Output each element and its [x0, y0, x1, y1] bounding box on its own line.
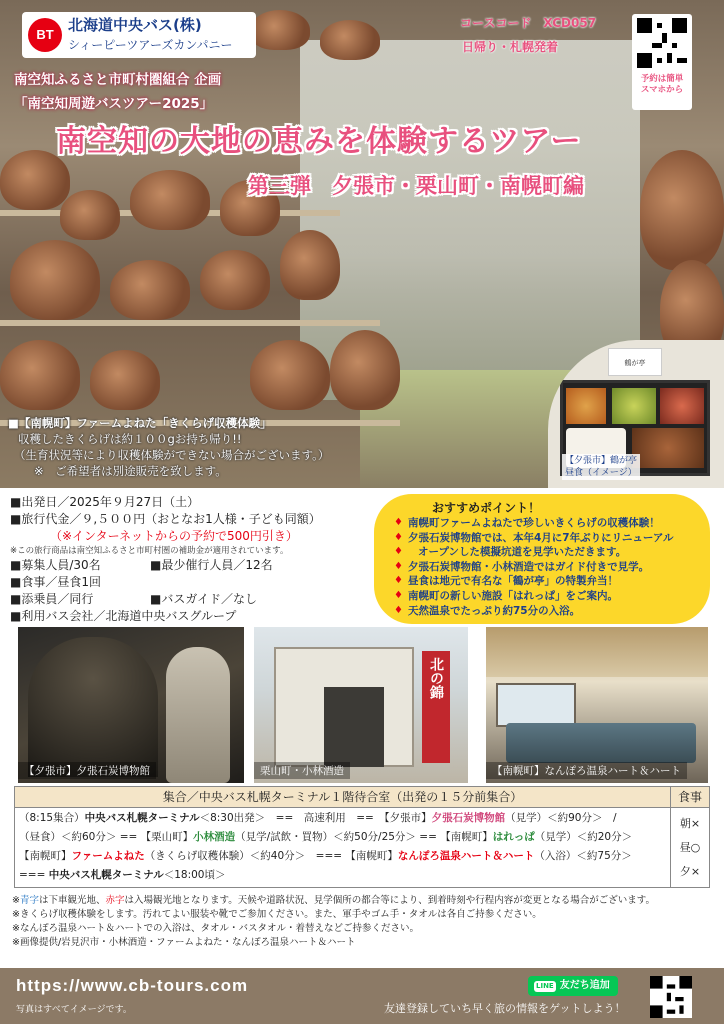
- qr-code-icon: [637, 18, 687, 68]
- bento-food: [632, 428, 704, 468]
- photo-disclaimer: 写真はすべてイメージです。: [16, 1005, 132, 1015]
- meal-lunch: 昼○: [679, 841, 701, 854]
- brewery-door: [324, 687, 384, 767]
- schedule-line: [19, 847, 666, 866]
- tour-price: ■旅行代金／９,５００円（おとなお1人様・子ども同額）: [10, 512, 321, 526]
- onsen-ceiling: [486, 627, 708, 677]
- point-item: ♦ 天然温泉でたっぷり約75分の入浴。: [394, 604, 698, 619]
- schedule-table: [14, 786, 710, 888]
- point-item: ♦ 南幌町の新しい施設「はれっぱ」をご案内。: [394, 589, 698, 604]
- departure-date: ■出発日／2025年９月27日（土）: [10, 495, 200, 509]
- photo-onsen: [486, 627, 708, 783]
- hero-caption: [8, 415, 329, 479]
- mushroom: [320, 20, 380, 60]
- sched-text: （見学/試飲・買物）＜約50分/25分＞ == 【南幌町】: [235, 831, 493, 843]
- bento-caption: 【夕張市】鶴が亭 昼食（イメージ）: [562, 454, 640, 480]
- mushroom: [250, 340, 330, 410]
- point-item: ♦ 夕張石炭博物館では、本年4月に7年ぶりにリニューアル: [394, 531, 698, 546]
- sched-place: 中央バス札幌ターミナル: [48, 869, 164, 881]
- schedule-header: 集合／中央バス札幌ターミナル１階待合室（出発の１５分前集合）: [15, 787, 671, 808]
- shelf: [0, 320, 380, 326]
- schedule-body: [15, 808, 671, 887]
- point-item: ♦ 夕張石炭博物館・小林酒造ではガイド付きで見学。: [394, 560, 698, 575]
- tunnel: [28, 637, 158, 777]
- bento-food: [612, 388, 656, 424]
- sched-text: （入浴）＜約75分＞: [534, 850, 632, 862]
- mushroom: [250, 10, 310, 50]
- note-text: は入場観光地となります。天候や道路状況、見学個所の都合等により、到着時刻や行程内容が変更となる場合がございます。: [124, 895, 655, 906]
- sched-text: （昼食）＜約60分＞ == 【栗山町】: [19, 831, 194, 843]
- capacity: ■募集人員/30名: [10, 558, 101, 572]
- sched-place-entry: なんぽろ温泉ハート＆ハート: [397, 850, 535, 862]
- course-code: コースコード XCD057: [460, 16, 597, 30]
- photo-coal-museum: [18, 627, 244, 783]
- photo-kobayashi-sake: [254, 627, 468, 783]
- mushroom: [640, 150, 724, 270]
- bus-company: ■利用バス会社／北海道中央バスグループ: [10, 609, 237, 623]
- page-subtitle: 第三弾 夕張市・栗山町・南幌町編: [248, 174, 584, 198]
- point-item: ♦ 南幌町ファームよねたで珍しいきくらげの収穫体験！: [394, 516, 698, 531]
- note-line: [12, 894, 722, 908]
- sched-text: ＜18:00頃＞: [163, 869, 226, 881]
- mushroom: [130, 170, 210, 230]
- trip-type: 日帰り・札幌発着: [462, 40, 559, 54]
- photo-caption: 栗山町・小林酒造: [254, 762, 350, 779]
- bento-card: 鶴が亭: [608, 348, 662, 376]
- sched-text: 【南幌町】: [19, 850, 72, 862]
- note-blue: 青字: [19, 895, 39, 906]
- organizer: 南空知ふるさと市町村圏組合 企画: [14, 72, 222, 88]
- line-message: 友達登録していち早く旅の情報をゲットしよう！: [384, 1002, 626, 1015]
- sched-text: ＜8:30出発＞ == 高速利用 == 【夕張市】: [199, 812, 432, 824]
- sched-text: （きくらげ収穫体験）＜約40分＞ === 【南幌町】: [144, 850, 398, 862]
- caption-line: ※ ご希望者は別途販売を致します。: [34, 464, 227, 478]
- bento-food: [566, 388, 606, 424]
- mushroom: [10, 240, 100, 320]
- mushroom: [90, 350, 160, 410]
- onsen-window: [496, 683, 576, 727]
- mushroom: [110, 260, 190, 320]
- mushroom: [0, 340, 80, 410]
- sched-place: はれっぱ: [492, 831, 535, 843]
- sched-place: 小林酒造: [193, 831, 236, 843]
- website-link[interactable]: https://www.cb-tours.com: [16, 976, 249, 995]
- schedule-line: [19, 866, 666, 885]
- point-item-cont: ♦ オープンした模擬坑道を見学いただきます。: [394, 545, 698, 560]
- sched-text: （8:15集合）: [19, 812, 85, 824]
- company-logo: [22, 12, 256, 58]
- sched-text: ===: [19, 869, 49, 881]
- meal-dinner: 夕×: [679, 865, 701, 878]
- tour-series: 「南空知周遊バスツアー2025」: [14, 96, 214, 112]
- note-text: ※: [12, 895, 20, 906]
- guide-info: ■バスガイド／なし: [150, 592, 257, 606]
- mushroom: [330, 330, 400, 410]
- caption-headline: ■【南幌町】ファームよねた「きくらげ収穫体験」: [8, 416, 272, 430]
- line-icon: LINE: [536, 982, 554, 990]
- tour-info: [10, 494, 370, 625]
- sched-text: （見学）＜約20分＞: [534, 831, 633, 843]
- onsen-bath: [506, 723, 696, 763]
- recommend-points: [374, 494, 710, 624]
- mushroom: [280, 230, 340, 300]
- line-label: 友だち追加: [559, 980, 610, 991]
- photo-caption: 【夕張市】夕張石炭博物館: [18, 762, 156, 779]
- meal-breakfast: 朝×: [679, 817, 701, 830]
- note-line: ※なんぽろ温泉ハート＆ハートでの入浴は、タオル・バスタオル・着替えなどご持参ください。: [12, 923, 419, 934]
- sched-place-entry: 夕張石炭博物館: [431, 812, 506, 824]
- sched-place: 中央バス札幌ターミナル: [84, 812, 200, 824]
- internet-discount: （※インターネットからの予約で500円引き）: [50, 529, 298, 543]
- sake-banner: [422, 651, 450, 763]
- miner-statue: [166, 647, 230, 783]
- note-line: ※画像提供/岩見沢市・小林酒造・ファームよねた・なんぽろ温泉ハート＆ハート: [12, 937, 356, 948]
- company-subname: シィーピーツアーズカンパニー: [68, 38, 233, 52]
- caption-line: （生育状況等により収穫体験ができない場合がございます。）: [14, 448, 330, 462]
- note-text: は下車観光地、: [38, 895, 106, 906]
- meal-info: ■食事／昼食1回: [10, 575, 101, 589]
- sched-place-entry: ファームよねた: [71, 850, 145, 862]
- subsidy-note: ※この旅行商品は南空知ふるさと市町村圏の補助金が適用されています。: [10, 546, 289, 556]
- photo-caption: 【南幌町】なんぽろ温泉ハート＆ハート: [486, 762, 687, 779]
- booking-qr[interactable]: [632, 14, 692, 110]
- point-item: ♦ 昼食は地元で有名な「鶴が亭」の特製弁当！: [394, 574, 698, 589]
- bento-food: [660, 388, 704, 424]
- qr-label: 予約は簡単 スマホから: [640, 74, 684, 95]
- footer: [0, 968, 724, 1024]
- line-qr-code-icon[interactable]: [650, 976, 692, 1018]
- note-red: 赤字: [105, 895, 125, 906]
- meal-header: 食事: [671, 787, 709, 808]
- escort-info: ■添乗員／同行: [10, 592, 94, 606]
- hero-image: [0, 0, 724, 488]
- caption-line: 収穫したきくらげは約１００gお持ち帰り!!: [18, 432, 242, 446]
- company-name: 北海道中央バス(株): [68, 16, 202, 34]
- notes: [12, 894, 722, 950]
- schedule-line: [19, 828, 666, 847]
- banner-text: 北の錦: [428, 657, 444, 699]
- line-add-friend-button[interactable]: [528, 976, 618, 996]
- mushroom: [200, 250, 270, 310]
- points-title: おすすめポイント！: [432, 501, 541, 515]
- schedule-line: [19, 809, 666, 828]
- min-participants: ■最少催行人員／12名: [150, 558, 273, 572]
- logo-mark: BT: [28, 18, 62, 52]
- meal-column: [671, 808, 709, 887]
- page-title: 南空知の大地の恵みを体験するツアー: [56, 124, 582, 159]
- sched-text: （見学）＜約90分＞ /: [505, 812, 617, 824]
- note-line: ※きくらげ収穫体験をします。汚れてよい服装や靴でご参加ください。また、軍手やゴム手・タオルは各自ご持参ください。: [12, 909, 542, 920]
- mushroom: [60, 190, 120, 240]
